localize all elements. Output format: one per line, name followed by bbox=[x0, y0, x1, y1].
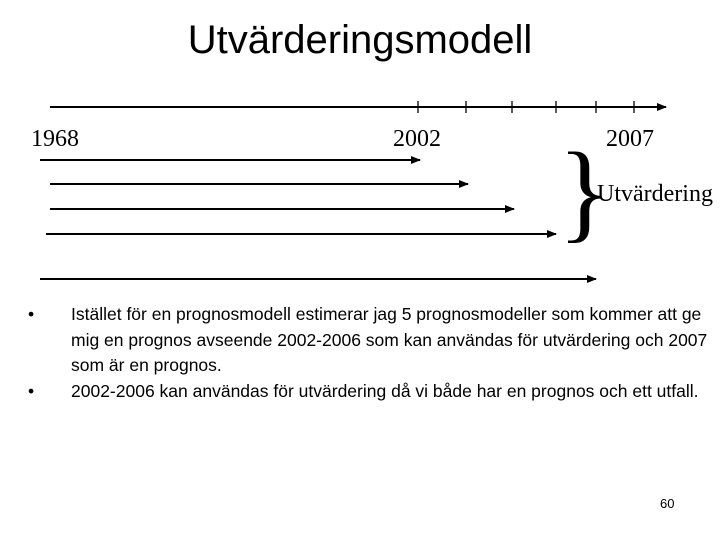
label-2007: 2007 bbox=[606, 126, 654, 152]
label-2002: 2002 bbox=[393, 126, 441, 152]
bullet-dot: • bbox=[28, 380, 35, 401]
label-utvardering: Utvärdering bbox=[597, 181, 713, 207]
bullet-item bbox=[28, 379, 708, 405]
label-1968: 1968 bbox=[31, 126, 79, 152]
evaluation-brace: } bbox=[558, 130, 611, 252]
bullet-dot: • bbox=[28, 304, 35, 324]
bullet-text: Istället för en prognosmodell estimerar jag 5 prognosmodeller som kommer att ge mig en prognos avseende 2002-2006 som kan användas för utvärdering och 2007 som är en prognos. bbox=[71, 304, 708, 375]
bullet-list bbox=[28, 302, 708, 404]
slide-title: Utvärderingsmodell bbox=[187, 18, 533, 62]
bullet-item bbox=[28, 302, 708, 379]
bullet-text: 2002-2006 kan användas för utvärdering då vi både har en prognos och ett utfall. bbox=[71, 380, 699, 401]
page-number: 60 bbox=[660, 496, 675, 511]
